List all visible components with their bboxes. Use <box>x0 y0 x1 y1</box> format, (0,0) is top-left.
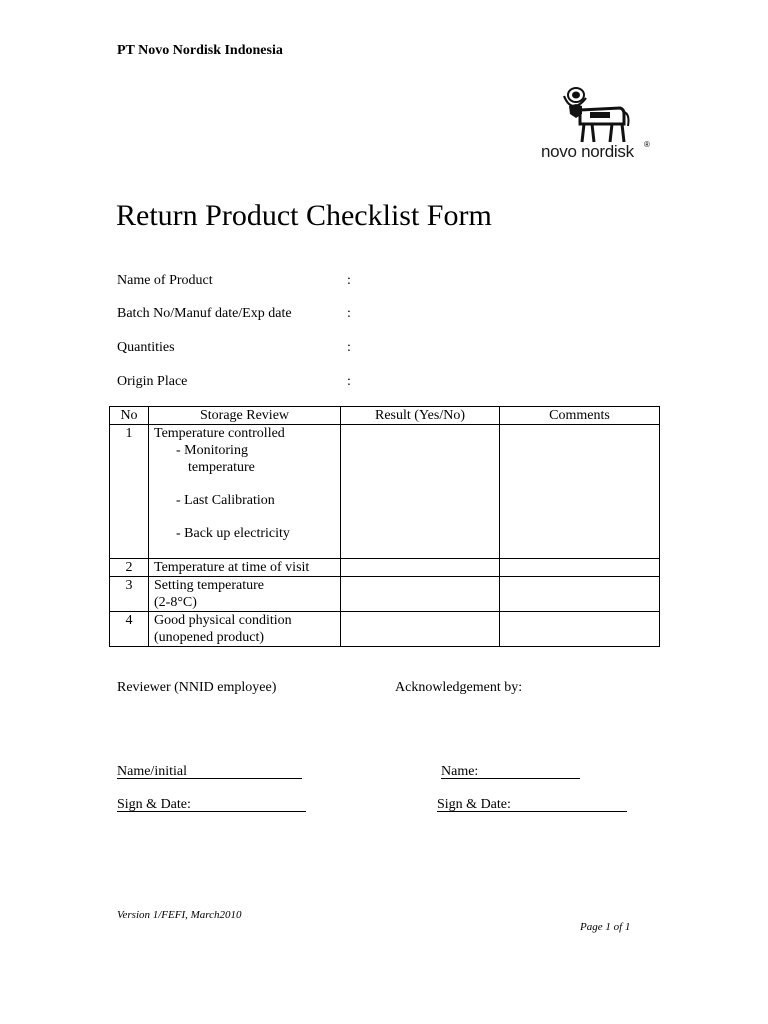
reviewer-sign-date-label: Sign & Date: <box>117 797 191 812</box>
result-cell[interactable] <box>341 577 500 612</box>
version-footer: Version 1/FEFI, March2010 <box>117 909 242 921</box>
reviewer-name-line[interactable] <box>117 764 302 780</box>
review-subitem: temperature <box>188 460 255 475</box>
table-header-row <box>110 407 660 425</box>
registered-mark: ® <box>644 140 650 149</box>
review-subitem: - Monitoring <box>176 443 248 458</box>
row-number: 2 <box>110 559 149 577</box>
header-comments: Comments <box>500 407 660 425</box>
apis-bull-icon <box>538 84 656 144</box>
comments-cell[interactable] <box>500 577 660 612</box>
field-label-name-of-product: Name of Product <box>117 273 213 288</box>
header-result: Result (Yes/No) <box>341 407 500 425</box>
table-row <box>110 559 660 577</box>
review-item-detail: (unopened product) <box>154 630 265 645</box>
review-item: Temperature at time of visit <box>149 559 341 577</box>
row-number: 4 <box>110 612 149 647</box>
review-item-detail: (2-8°C) <box>154 595 197 610</box>
logo-wordmark: novo nordisk <box>541 142 634 161</box>
review-item: Good physical condition <box>154 613 292 628</box>
review-cell <box>149 425 341 559</box>
field-colon: : <box>347 273 351 288</box>
storage-review-table <box>109 406 660 647</box>
result-cell[interactable] <box>341 425 500 559</box>
ack-name-line[interactable] <box>441 764 580 780</box>
review-cell <box>149 612 341 647</box>
field-label-origin-place: Origin Place <box>117 374 188 389</box>
field-colon: : <box>347 374 351 389</box>
ack-name-label: Name: <box>441 764 479 779</box>
field-colon: : <box>347 340 351 355</box>
review-cell <box>149 577 341 612</box>
row-number: 1 <box>110 425 149 559</box>
comments-cell[interactable] <box>500 612 660 647</box>
field-colon: : <box>347 306 351 321</box>
comments-cell[interactable] <box>500 425 660 559</box>
acknowledgement-heading: Acknowledgement by: <box>395 680 523 695</box>
field-label-quantities: Quantities <box>117 340 175 355</box>
reviewer-sign-date-line[interactable] <box>117 797 306 813</box>
company-name: PT Novo Nordisk Indonesia <box>117 43 283 58</box>
row-number: 3 <box>110 577 149 612</box>
field-label-batch-no: Batch No/Manuf date/Exp date <box>117 306 292 321</box>
novo-nordisk-logo <box>538 84 656 168</box>
table-row <box>110 425 660 559</box>
page-title: Return Product Checklist Form <box>116 199 492 232</box>
header-no: No <box>110 407 149 425</box>
table-row <box>110 612 660 647</box>
ack-sign-date-label: Sign & Date: <box>437 797 511 812</box>
review-subitem: - Last Calibration <box>176 493 275 508</box>
review-item: Setting temperature <box>154 578 265 593</box>
reviewer-heading: Reviewer (NNID employee) <box>117 680 277 695</box>
result-cell[interactable] <box>341 612 500 647</box>
header-storage-review: Storage Review <box>149 407 341 425</box>
ack-sign-date-line[interactable] <box>437 797 627 813</box>
result-cell[interactable] <box>341 559 500 577</box>
comments-cell[interactable] <box>500 559 660 577</box>
review-subitem: - Back up electricity <box>176 526 290 541</box>
review-item: Temperature controlled <box>154 426 285 441</box>
page-number: Page 1 of 1 <box>580 921 631 933</box>
table-row <box>110 577 660 612</box>
reviewer-name-label: Name/initial <box>117 764 187 779</box>
